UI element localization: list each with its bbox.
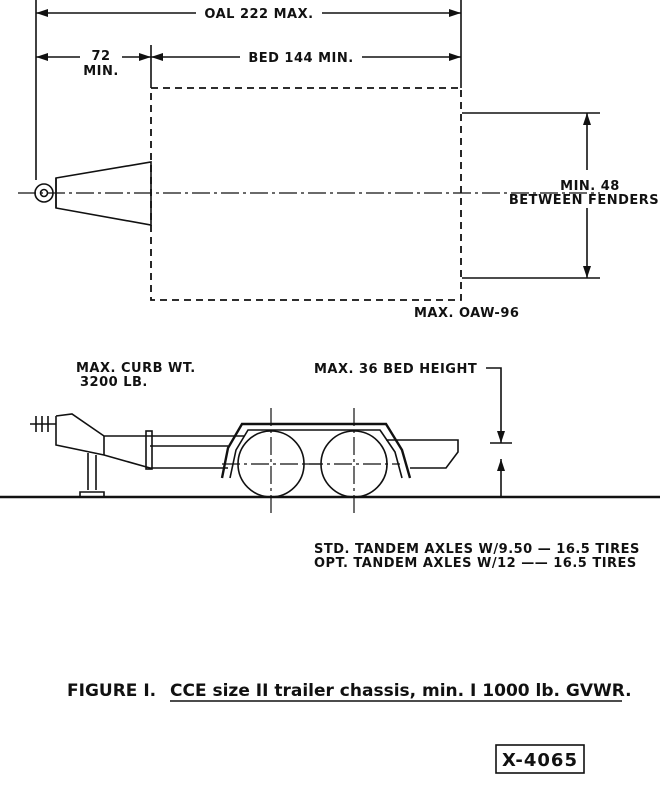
side-frame (56, 414, 244, 468)
fender-width-dimension (462, 113, 659, 278)
bed-height-label: MAX. 36 BED HEIGHT (314, 362, 478, 377)
hitch-length-dimension (36, 49, 151, 79)
hitch-length-value: 72 (91, 49, 111, 64)
axles-optional: OPT. TANDEM AXLES W/12 —— 16.5 TIRES (314, 556, 637, 571)
bed-outline (151, 88, 461, 300)
axles-standard: STD. TANDEM AXLES W/9.50 — 16.5 TIRES (314, 542, 640, 557)
top-view (18, 0, 659, 321)
oal-dimension (36, 7, 461, 22)
oaw-label: MAX. OAW-96 (414, 306, 520, 321)
fender-width-text: BETWEEN FENDERS (508, 193, 660, 208)
side-view (0, 361, 660, 571)
reference-number: X-4065 (502, 750, 578, 771)
figure-caption (67, 681, 632, 701)
side-hitch (30, 416, 56, 432)
curb-weight-line2: 3200 LB. (80, 375, 148, 390)
jack-stand (80, 453, 104, 497)
figure-caption-prefix: FIGURE I. (67, 681, 157, 701)
bed-height-dimension (314, 362, 512, 496)
fender-width-value: MIN. 48 (560, 179, 620, 194)
bed-length-label: BED 144 MIN. (248, 51, 354, 66)
reference-number-box (496, 745, 584, 773)
oal-label: OAL 222 MAX. (204, 7, 314, 22)
hitch-length-min: MIN. (83, 64, 119, 79)
bed-length-dimension (151, 51, 461, 66)
curb-weight-line1: MAX. CURB WT. (76, 361, 196, 376)
figure-caption-text: CCE size II trailer chassis, min. I 1000 lb. GVWR. (170, 681, 632, 701)
